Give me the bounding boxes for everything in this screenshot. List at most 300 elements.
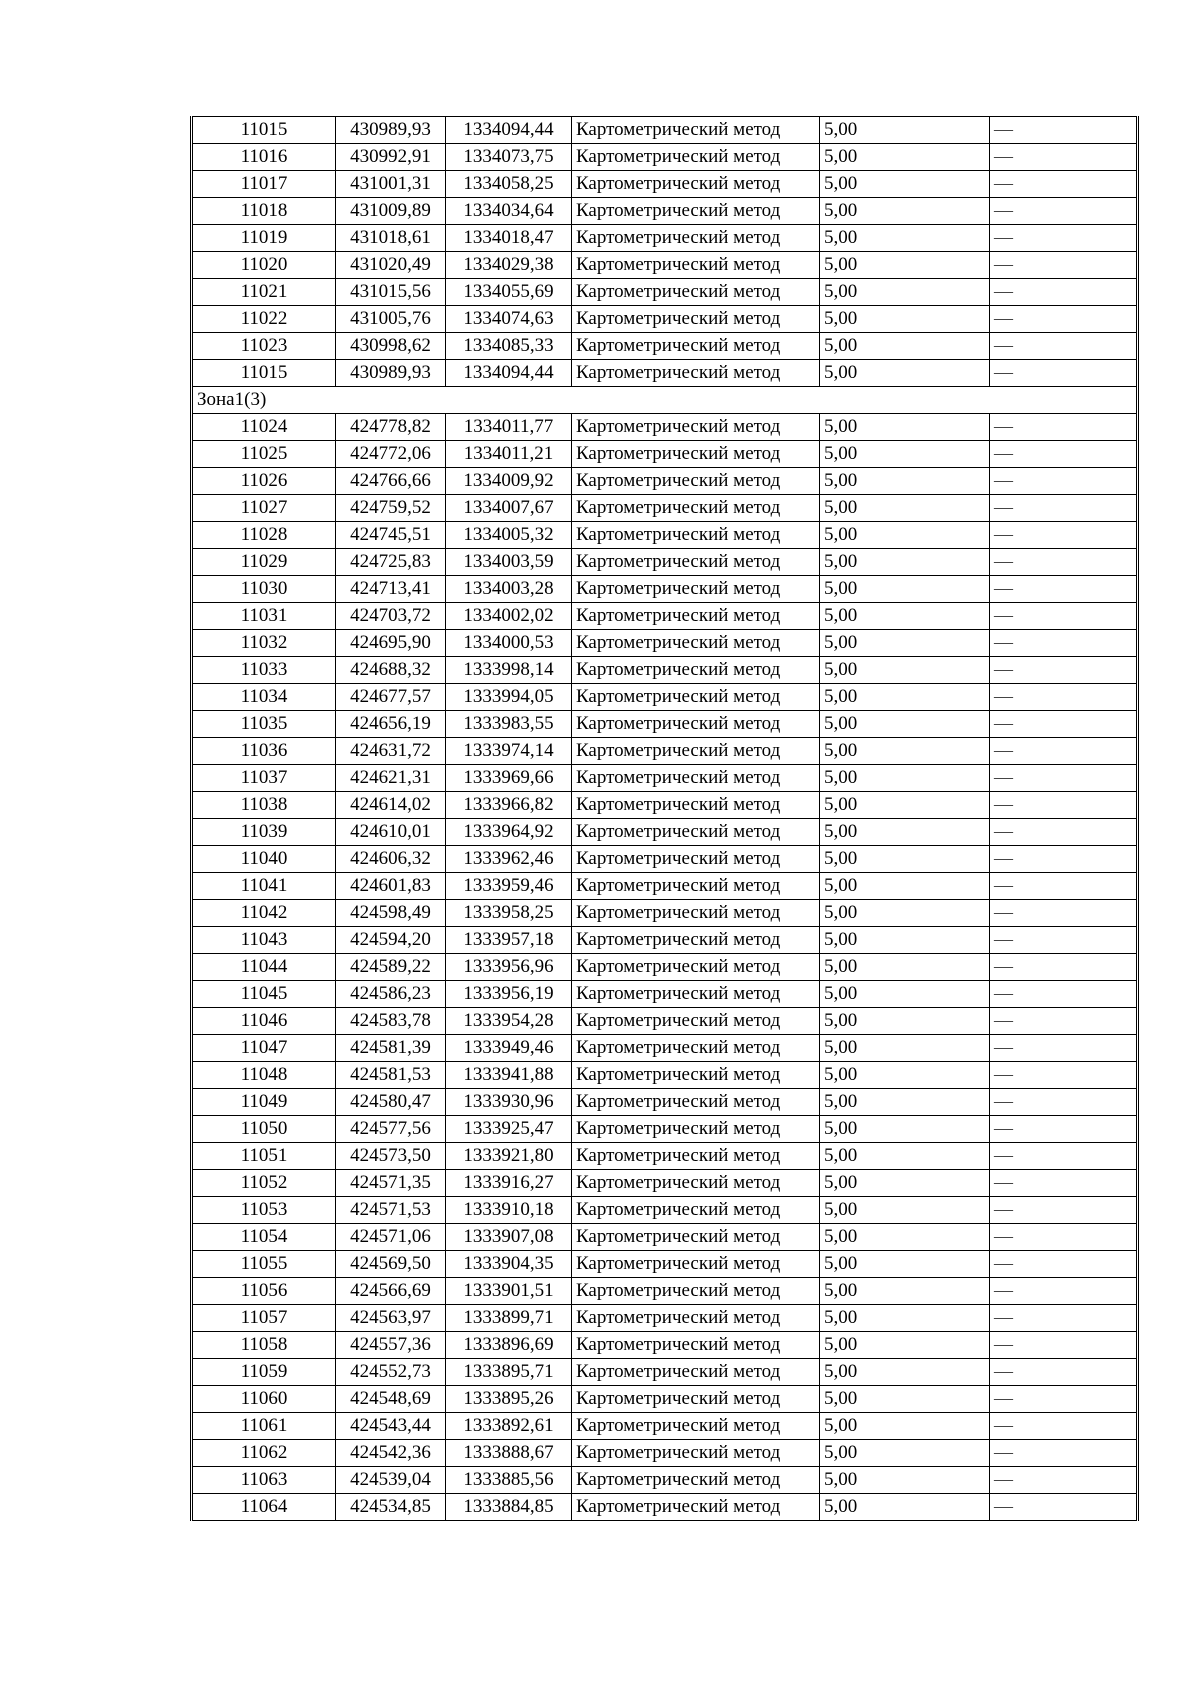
table-row [192, 1089, 1138, 1116]
x-coordinate-cell: 424677,57 [336, 684, 446, 711]
x-coordinate-cell: 424598,49 [336, 900, 446, 927]
accuracy-cell: 5,00 [820, 576, 990, 603]
x-coordinate-cell: 424586,23 [336, 981, 446, 1008]
method-cell: Картометрический метод [572, 198, 820, 225]
table-row [192, 981, 1138, 1008]
x-coordinate-cell: 424548,69 [336, 1386, 446, 1413]
point-number-cell: 11018 [192, 198, 336, 225]
table-row [192, 1386, 1138, 1413]
y-coordinate-cell: 1333962,46 [446, 846, 572, 873]
point-number-cell: 11062 [192, 1440, 336, 1467]
method-cell: Картометрический метод [572, 468, 820, 495]
x-coordinate-cell: 424539,04 [336, 1467, 446, 1494]
x-coordinate-cell: 431005,76 [336, 306, 446, 333]
y-coordinate-cell: 1333921,80 [446, 1143, 572, 1170]
accuracy-cell: 5,00 [820, 1359, 990, 1386]
accuracy-cell: 5,00 [820, 279, 990, 306]
table-row [192, 1467, 1138, 1494]
table-row [192, 441, 1138, 468]
y-coordinate-cell: 1334000,53 [446, 630, 572, 657]
point-number-cell: 11029 [192, 549, 336, 576]
y-coordinate-cell: 1334005,32 [446, 522, 572, 549]
table-row [192, 468, 1138, 495]
accuracy-cell: 5,00 [820, 1143, 990, 1170]
table-row [192, 1359, 1138, 1386]
y-coordinate-cell: 1334085,33 [446, 333, 572, 360]
y-coordinate-cell: 1333930,96 [446, 1089, 572, 1116]
note-cell: — [990, 819, 1138, 846]
accuracy-cell: 5,00 [820, 117, 990, 144]
accuracy-cell: 5,00 [820, 1116, 990, 1143]
point-number-cell: 11019 [192, 225, 336, 252]
x-coordinate-cell: 431015,56 [336, 279, 446, 306]
x-coordinate-cell: 424571,35 [336, 1170, 446, 1197]
x-coordinate-cell: 431009,89 [336, 198, 446, 225]
x-coordinate-cell: 431001,31 [336, 171, 446, 198]
point-number-cell: 11033 [192, 657, 336, 684]
y-coordinate-cell: 1333904,35 [446, 1251, 572, 1278]
accuracy-cell: 5,00 [820, 1089, 990, 1116]
point-number-cell: 11047 [192, 1035, 336, 1062]
method-cell: Картометрический метод [572, 819, 820, 846]
y-coordinate-cell: 1333888,67 [446, 1440, 572, 1467]
method-cell: Картометрический метод [572, 414, 820, 441]
method-cell: Картометрический метод [572, 873, 820, 900]
table-row [192, 306, 1138, 333]
accuracy-cell: 5,00 [820, 1467, 990, 1494]
y-coordinate-cell: 1334011,77 [446, 414, 572, 441]
x-coordinate-cell: 430998,62 [336, 333, 446, 360]
y-coordinate-cell: 1333885,56 [446, 1467, 572, 1494]
method-cell: Картометрический метод [572, 954, 820, 981]
method-cell: Картометрический метод [572, 522, 820, 549]
point-number-cell: 11031 [192, 603, 336, 630]
point-number-cell: 11035 [192, 711, 336, 738]
table-row [192, 1332, 1138, 1359]
note-cell: — [990, 603, 1138, 630]
accuracy-cell: 5,00 [820, 225, 990, 252]
point-number-cell: 11057 [192, 1305, 336, 1332]
table-row [192, 576, 1138, 603]
accuracy-cell: 5,00 [820, 441, 990, 468]
y-coordinate-cell: 1333956,19 [446, 981, 572, 1008]
table-row [192, 1170, 1138, 1197]
table-row [192, 954, 1138, 981]
point-number-cell: 11020 [192, 252, 336, 279]
y-coordinate-cell: 1334009,92 [446, 468, 572, 495]
table-row [192, 1494, 1138, 1521]
x-coordinate-cell: 424703,72 [336, 603, 446, 630]
note-cell: — [990, 1251, 1138, 1278]
y-coordinate-cell: 1334055,69 [446, 279, 572, 306]
note-cell: — [990, 549, 1138, 576]
method-cell: Картометрический метод [572, 495, 820, 522]
method-cell: Картометрический метод [572, 1359, 820, 1386]
note-cell: — [990, 846, 1138, 873]
note-cell: — [990, 1278, 1138, 1305]
note-cell: — [990, 1332, 1138, 1359]
y-coordinate-cell: 1334011,21 [446, 441, 572, 468]
y-coordinate-cell: 1333969,66 [446, 765, 572, 792]
method-cell: Картометрический метод [572, 1305, 820, 1332]
accuracy-cell: 5,00 [820, 495, 990, 522]
method-cell: Картометрический метод [572, 225, 820, 252]
point-number-cell: 11022 [192, 306, 336, 333]
x-coordinate-cell: 424745,51 [336, 522, 446, 549]
point-number-cell: 11025 [192, 441, 336, 468]
table-row [192, 522, 1138, 549]
method-cell: Картометрический метод [572, 306, 820, 333]
y-coordinate-cell: 1334002,02 [446, 603, 572, 630]
method-cell: Картометрический метод [572, 603, 820, 630]
accuracy-cell: 5,00 [820, 1008, 990, 1035]
method-cell: Картометрический метод [572, 1089, 820, 1116]
y-coordinate-cell: 1333884,85 [446, 1494, 572, 1521]
table-row [192, 900, 1138, 927]
x-coordinate-cell: 424581,39 [336, 1035, 446, 1062]
x-coordinate-cell: 424766,66 [336, 468, 446, 495]
x-coordinate-cell: 424563,97 [336, 1305, 446, 1332]
table-row [192, 657, 1138, 684]
x-coordinate-cell: 424577,56 [336, 1116, 446, 1143]
accuracy-cell: 5,00 [820, 1224, 990, 1251]
table-row [192, 171, 1138, 198]
table-row [192, 333, 1138, 360]
method-cell: Картометрический метод [572, 846, 820, 873]
table-row [192, 1035, 1138, 1062]
x-coordinate-cell: 424713,41 [336, 576, 446, 603]
y-coordinate-cell: 1333958,25 [446, 900, 572, 927]
point-number-cell: 11048 [192, 1062, 336, 1089]
point-number-cell: 11052 [192, 1170, 336, 1197]
note-cell: — [990, 873, 1138, 900]
x-coordinate-cell: 424688,32 [336, 657, 446, 684]
y-coordinate-cell: 1334034,64 [446, 198, 572, 225]
point-number-cell: 11036 [192, 738, 336, 765]
y-coordinate-cell: 1333899,71 [446, 1305, 572, 1332]
method-cell: Картометрический метод [572, 117, 820, 144]
accuracy-cell: 5,00 [820, 927, 990, 954]
point-number-cell: 11056 [192, 1278, 336, 1305]
point-number-cell: 11055 [192, 1251, 336, 1278]
note-cell: — [990, 1224, 1138, 1251]
x-coordinate-cell: 424566,69 [336, 1278, 446, 1305]
y-coordinate-cell: 1333964,92 [446, 819, 572, 846]
note-cell: — [990, 279, 1138, 306]
point-number-cell: 11063 [192, 1467, 336, 1494]
x-coordinate-cell: 424571,53 [336, 1197, 446, 1224]
y-coordinate-cell: 1334073,75 [446, 144, 572, 171]
table-row [192, 1143, 1138, 1170]
x-coordinate-cell: 424589,22 [336, 954, 446, 981]
point-number-cell: 11045 [192, 981, 336, 1008]
note-cell: — [990, 630, 1138, 657]
note-cell: — [990, 711, 1138, 738]
accuracy-cell: 5,00 [820, 954, 990, 981]
table-row [192, 684, 1138, 711]
coordinates-table [190, 116, 1139, 1521]
point-number-cell: 11032 [192, 630, 336, 657]
method-cell: Картометрический метод [572, 576, 820, 603]
note-cell: — [990, 1035, 1138, 1062]
note-cell: — [990, 765, 1138, 792]
y-coordinate-cell: 1333994,05 [446, 684, 572, 711]
table-row [192, 1278, 1138, 1305]
x-coordinate-cell: 424772,06 [336, 441, 446, 468]
x-coordinate-cell: 424594,20 [336, 927, 446, 954]
table-row [192, 1440, 1138, 1467]
accuracy-cell: 5,00 [820, 1440, 990, 1467]
note-cell: — [990, 1170, 1138, 1197]
accuracy-cell: 5,00 [820, 1035, 990, 1062]
method-cell: Картометрический метод [572, 738, 820, 765]
note-cell: — [990, 792, 1138, 819]
note-cell: — [990, 171, 1138, 198]
note-cell: — [990, 1143, 1138, 1170]
accuracy-cell: 5,00 [820, 1062, 990, 1089]
table-row [192, 1251, 1138, 1278]
accuracy-cell: 5,00 [820, 333, 990, 360]
method-cell: Картометрический метод [572, 630, 820, 657]
method-cell: Картометрический метод [572, 1413, 820, 1440]
y-coordinate-cell: 1334074,63 [446, 306, 572, 333]
table-row [192, 1008, 1138, 1035]
table-row [192, 198, 1138, 225]
point-number-cell: 11027 [192, 495, 336, 522]
method-cell: Картометрический метод [572, 657, 820, 684]
accuracy-cell: 5,00 [820, 738, 990, 765]
point-number-cell: 11016 [192, 144, 336, 171]
note-cell: — [990, 981, 1138, 1008]
y-coordinate-cell: 1333896,69 [446, 1332, 572, 1359]
note-cell: — [990, 1008, 1138, 1035]
table-row [192, 549, 1138, 576]
method-cell: Картометрический метод [572, 1170, 820, 1197]
table-row [192, 1197, 1138, 1224]
accuracy-cell: 5,00 [820, 252, 990, 279]
note-cell: — [990, 252, 1138, 279]
method-cell: Картометрический метод [572, 333, 820, 360]
y-coordinate-cell: 1334029,38 [446, 252, 572, 279]
table-row [192, 360, 1138, 387]
note-cell: — [990, 1305, 1138, 1332]
coordinates-table-body [192, 117, 1138, 1521]
note-cell: — [990, 900, 1138, 927]
accuracy-cell: 5,00 [820, 414, 990, 441]
y-coordinate-cell: 1333966,82 [446, 792, 572, 819]
note-cell: — [990, 1062, 1138, 1089]
method-cell: Картометрический метод [572, 981, 820, 1008]
x-coordinate-cell: 424580,47 [336, 1089, 446, 1116]
y-coordinate-cell: 1333954,28 [446, 1008, 572, 1035]
note-cell: — [990, 576, 1138, 603]
accuracy-cell: 5,00 [820, 900, 990, 927]
zone-header-row [192, 387, 1138, 414]
point-number-cell: 11044 [192, 954, 336, 981]
note-cell: — [990, 225, 1138, 252]
table-row [192, 792, 1138, 819]
note-cell: — [990, 1467, 1138, 1494]
accuracy-cell: 5,00 [820, 630, 990, 657]
note-cell: — [990, 657, 1138, 684]
point-number-cell: 11040 [192, 846, 336, 873]
point-number-cell: 11024 [192, 414, 336, 441]
point-number-cell: 11028 [192, 522, 336, 549]
y-coordinate-cell: 1334094,44 [446, 117, 572, 144]
y-coordinate-cell: 1334003,59 [446, 549, 572, 576]
point-number-cell: 11034 [192, 684, 336, 711]
table-row [192, 495, 1138, 522]
method-cell: Картометрический метод [572, 900, 820, 927]
accuracy-cell: 5,00 [820, 819, 990, 846]
y-coordinate-cell: 1333974,14 [446, 738, 572, 765]
x-coordinate-cell: 424569,50 [336, 1251, 446, 1278]
accuracy-cell: 5,00 [820, 144, 990, 171]
table-row [192, 1413, 1138, 1440]
x-coordinate-cell: 424778,82 [336, 414, 446, 441]
accuracy-cell: 5,00 [820, 684, 990, 711]
method-cell: Картометрический метод [572, 1116, 820, 1143]
point-number-cell: 11030 [192, 576, 336, 603]
point-number-cell: 11060 [192, 1386, 336, 1413]
x-coordinate-cell: 424571,06 [336, 1224, 446, 1251]
x-coordinate-cell: 424601,83 [336, 873, 446, 900]
table-row [192, 225, 1138, 252]
method-cell: Картометрический метод [572, 441, 820, 468]
accuracy-cell: 5,00 [820, 792, 990, 819]
x-coordinate-cell: 424695,90 [336, 630, 446, 657]
point-number-cell: 11015 [192, 360, 336, 387]
point-number-cell: 11059 [192, 1359, 336, 1386]
accuracy-cell: 5,00 [820, 846, 990, 873]
x-coordinate-cell: 424557,36 [336, 1332, 446, 1359]
method-cell: Картометрический метод [572, 1035, 820, 1062]
x-coordinate-cell: 424573,50 [336, 1143, 446, 1170]
accuracy-cell: 5,00 [820, 306, 990, 333]
accuracy-cell: 5,00 [820, 711, 990, 738]
point-number-cell: 11026 [192, 468, 336, 495]
accuracy-cell: 5,00 [820, 981, 990, 1008]
method-cell: Картометрический метод [572, 1008, 820, 1035]
note-cell: — [990, 441, 1138, 468]
table-row [192, 1062, 1138, 1089]
method-cell: Картометрический метод [572, 360, 820, 387]
point-number-cell: 11039 [192, 819, 336, 846]
x-coordinate-cell: 424631,72 [336, 738, 446, 765]
x-coordinate-cell: 424534,85 [336, 1494, 446, 1521]
method-cell: Картометрический метод [572, 1467, 820, 1494]
x-coordinate-cell: 424759,52 [336, 495, 446, 522]
note-cell: — [990, 927, 1138, 954]
x-coordinate-cell: 424614,02 [336, 792, 446, 819]
y-coordinate-cell: 1333957,18 [446, 927, 572, 954]
y-coordinate-cell: 1333892,61 [446, 1413, 572, 1440]
point-number-cell: 11023 [192, 333, 336, 360]
table-row [192, 414, 1138, 441]
y-coordinate-cell: 1333956,96 [446, 954, 572, 981]
point-number-cell: 11017 [192, 171, 336, 198]
y-coordinate-cell: 1333959,46 [446, 873, 572, 900]
note-cell: — [990, 468, 1138, 495]
x-coordinate-cell: 430992,91 [336, 144, 446, 171]
note-cell: — [990, 522, 1138, 549]
note-cell: — [990, 495, 1138, 522]
note-cell: — [990, 1359, 1138, 1386]
y-coordinate-cell: 1333910,18 [446, 1197, 572, 1224]
method-cell: Картометрический метод [572, 1386, 820, 1413]
note-cell: — [990, 117, 1138, 144]
method-cell: Картометрический метод [572, 711, 820, 738]
accuracy-cell: 5,00 [820, 171, 990, 198]
point-number-cell: 11053 [192, 1197, 336, 1224]
accuracy-cell: 5,00 [820, 1278, 990, 1305]
point-number-cell: 11061 [192, 1413, 336, 1440]
y-coordinate-cell: 1333983,55 [446, 711, 572, 738]
note-cell: — [990, 1386, 1138, 1413]
method-cell: Картометрический метод [572, 1494, 820, 1521]
table-row [192, 603, 1138, 630]
method-cell: Картометрический метод [572, 252, 820, 279]
accuracy-cell: 5,00 [820, 198, 990, 225]
method-cell: Картометрический метод [572, 1440, 820, 1467]
table-row [192, 1305, 1138, 1332]
y-coordinate-cell: 1333907,08 [446, 1224, 572, 1251]
x-coordinate-cell: 424606,32 [336, 846, 446, 873]
zone-label: Зона1(3) [192, 387, 1138, 414]
method-cell: Картометрический метод [572, 144, 820, 171]
point-number-cell: 11064 [192, 1494, 336, 1521]
y-coordinate-cell: 1333895,71 [446, 1359, 572, 1386]
table-row [192, 846, 1138, 873]
y-coordinate-cell: 1333895,26 [446, 1386, 572, 1413]
note-cell: — [990, 1116, 1138, 1143]
method-cell: Картометрический метод [572, 1143, 820, 1170]
table-row [192, 819, 1138, 846]
x-coordinate-cell: 424581,53 [336, 1062, 446, 1089]
note-cell: — [990, 1089, 1138, 1116]
note-cell: — [990, 144, 1138, 171]
x-coordinate-cell: 424725,83 [336, 549, 446, 576]
method-cell: Картометрический метод [572, 171, 820, 198]
x-coordinate-cell: 424656,19 [336, 711, 446, 738]
table-row [192, 711, 1138, 738]
method-cell: Картометрический метод [572, 1251, 820, 1278]
note-cell: — [990, 684, 1138, 711]
note-cell: — [990, 360, 1138, 387]
accuracy-cell: 5,00 [820, 360, 990, 387]
accuracy-cell: 5,00 [820, 468, 990, 495]
accuracy-cell: 5,00 [820, 1386, 990, 1413]
table-row [192, 1224, 1138, 1251]
point-number-cell: 11043 [192, 927, 336, 954]
point-number-cell: 11015 [192, 117, 336, 144]
accuracy-cell: 5,00 [820, 1305, 990, 1332]
method-cell: Картометрический метод [572, 765, 820, 792]
method-cell: Картометрический метод [572, 1197, 820, 1224]
table-row [192, 873, 1138, 900]
y-coordinate-cell: 1333949,46 [446, 1035, 572, 1062]
point-number-cell: 11037 [192, 765, 336, 792]
point-number-cell: 11021 [192, 279, 336, 306]
x-coordinate-cell: 431020,49 [336, 252, 446, 279]
x-coordinate-cell: 430989,93 [336, 117, 446, 144]
note-cell: — [990, 1494, 1138, 1521]
x-coordinate-cell: 424621,31 [336, 765, 446, 792]
y-coordinate-cell: 1334003,28 [446, 576, 572, 603]
x-coordinate-cell: 430989,93 [336, 360, 446, 387]
method-cell: Картометрический метод [572, 684, 820, 711]
x-coordinate-cell: 424610,01 [336, 819, 446, 846]
